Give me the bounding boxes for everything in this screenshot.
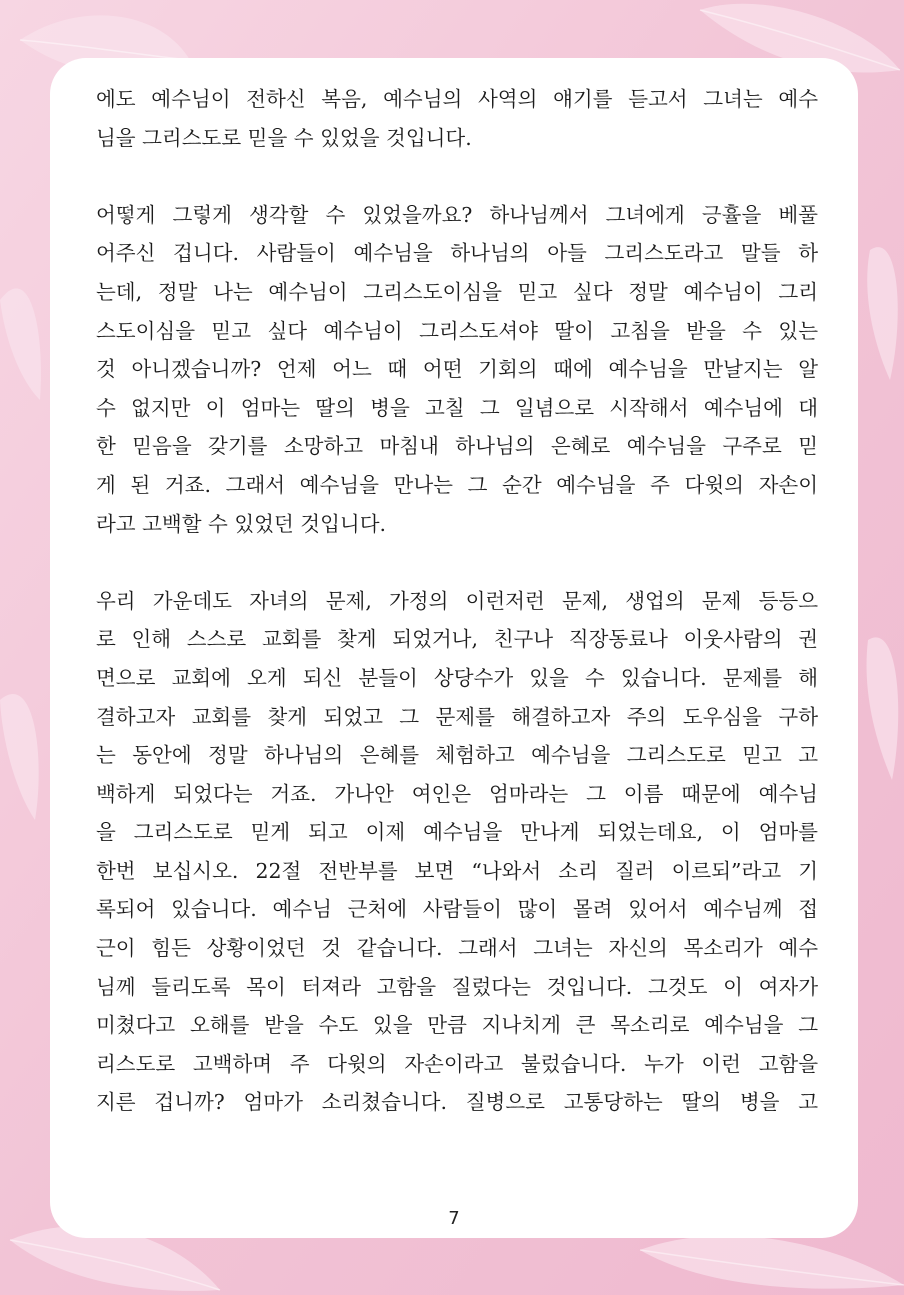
text-line: 는 동안에 정말 하나님의 은혜를 체험하고 예수님을 그리스도로 믿고 고 bbox=[96, 743, 818, 768]
page-number: 7 bbox=[448, 1208, 460, 1229]
text-line: 한번 보십시오. 22절 전반부를 보면 “나와서 소리 질러 이르되”라고 기 bbox=[96, 858, 818, 883]
paragraph bbox=[96, 196, 818, 543]
text-line: 지른 겁니까? 엄마가 소리쳤습니다. 질병으로 고통당하는 딸의 병을 고 bbox=[96, 1090, 818, 1115]
text-line: 결하고자 교회를 찾게 되었고 그 문제를 해결하고자 주의 도우심을 구하 bbox=[96, 704, 818, 729]
text-line: 게 된 거죠. 그래서 예수님을 만나는 그 순간 예수님을 주 다윗의 자손이 bbox=[96, 472, 818, 497]
text-line: 근이 힘든 상황이었던 것 같습니다. 그래서 그녀는 자신의 목소리가 예수 bbox=[96, 936, 818, 961]
text-line: 한 믿음을 갖기를 소망하고 마침내 하나님의 은혜로 예수님을 구주로 믿 bbox=[96, 434, 818, 459]
paragraph bbox=[96, 582, 818, 1122]
text-line: 백하게 되었다는 거죠. 가나안 여인은 엄마라는 그 이름 때문에 예수님 bbox=[96, 781, 818, 806]
text-line: 수 없지만 이 엄마는 딸의 병을 고칠 그 일념으로 시작해서 예수님에 대 bbox=[96, 395, 818, 420]
text-line: 스도이심을 믿고 싶다 예수님이 그리스도셔야 딸이 고침을 받을 수 있는 bbox=[96, 318, 818, 343]
text-line: 님께 들리도록 목이 터져라 고함을 질렀다는 것입니다. 그것도 이 여자가 bbox=[96, 974, 818, 999]
text-line: 리스도로 고백하며 주 다윗의 자손이라고 불렀습니다. 누가 이런 고함을 bbox=[96, 1051, 818, 1076]
text-line: 어주신 겁니다. 사람들이 예수님을 하나님의 아들 그리스도라고 말들 하 bbox=[96, 241, 818, 266]
text-line: 미쳤다고 오해를 받을 수도 있을 만큼 지나치게 큰 목소리로 예수님을 그 bbox=[96, 1013, 818, 1038]
text-line: 면으로 교회에 오게 되신 분들이 상당수가 있을 수 있습니다. 문제를 해 bbox=[96, 665, 818, 690]
text-line: 우리 가운데도 자녀의 문제, 가정의 이런저런 문제, 생업의 문제 등등으 bbox=[96, 588, 818, 613]
paragraph-gap bbox=[96, 157, 818, 196]
text-line: 록되어 있습니다. 예수님 근처에 사람들이 많이 몰려 있어서 예수님께 접 bbox=[96, 897, 818, 922]
text-line: 님을 그리스도로 믿을 수 있었을 것입니다. bbox=[96, 125, 472, 150]
document-body bbox=[96, 80, 818, 1122]
text-line: 라고 고백할 수 있었던 것입니다. bbox=[96, 511, 387, 536]
text-line: 로 인해 스스로 교회를 찾게 되었거나, 친구나 직장동료나 이웃사람의 권 bbox=[96, 627, 818, 652]
paragraph-gap bbox=[96, 543, 818, 582]
text-line: 어떻게 그렇게 생각할 수 있었을까요? 하나님께서 그녀에게 긍휼을 베풀 bbox=[96, 202, 818, 227]
paragraph bbox=[96, 80, 818, 157]
text-line: 에도 예수님이 전하신 복음, 예수님의 사역의 얘기를 듣고서 그녀는 예수 bbox=[96, 87, 818, 111]
page-card bbox=[50, 58, 858, 1238]
text-line: 는데, 정말 나는 예수님이 그리스도이심을 믿고 싶다 정말 예수님이 그리 bbox=[96, 279, 818, 304]
text-line: 것 아니겠습니까? 언제 어느 때 어떤 기회의 때에 예수님을 만날지는 알 bbox=[96, 357, 818, 382]
text-line: 을 그리스도로 믿게 되고 이제 예수님을 만나게 되었는데요, 이 엄마를 bbox=[96, 820, 818, 845]
